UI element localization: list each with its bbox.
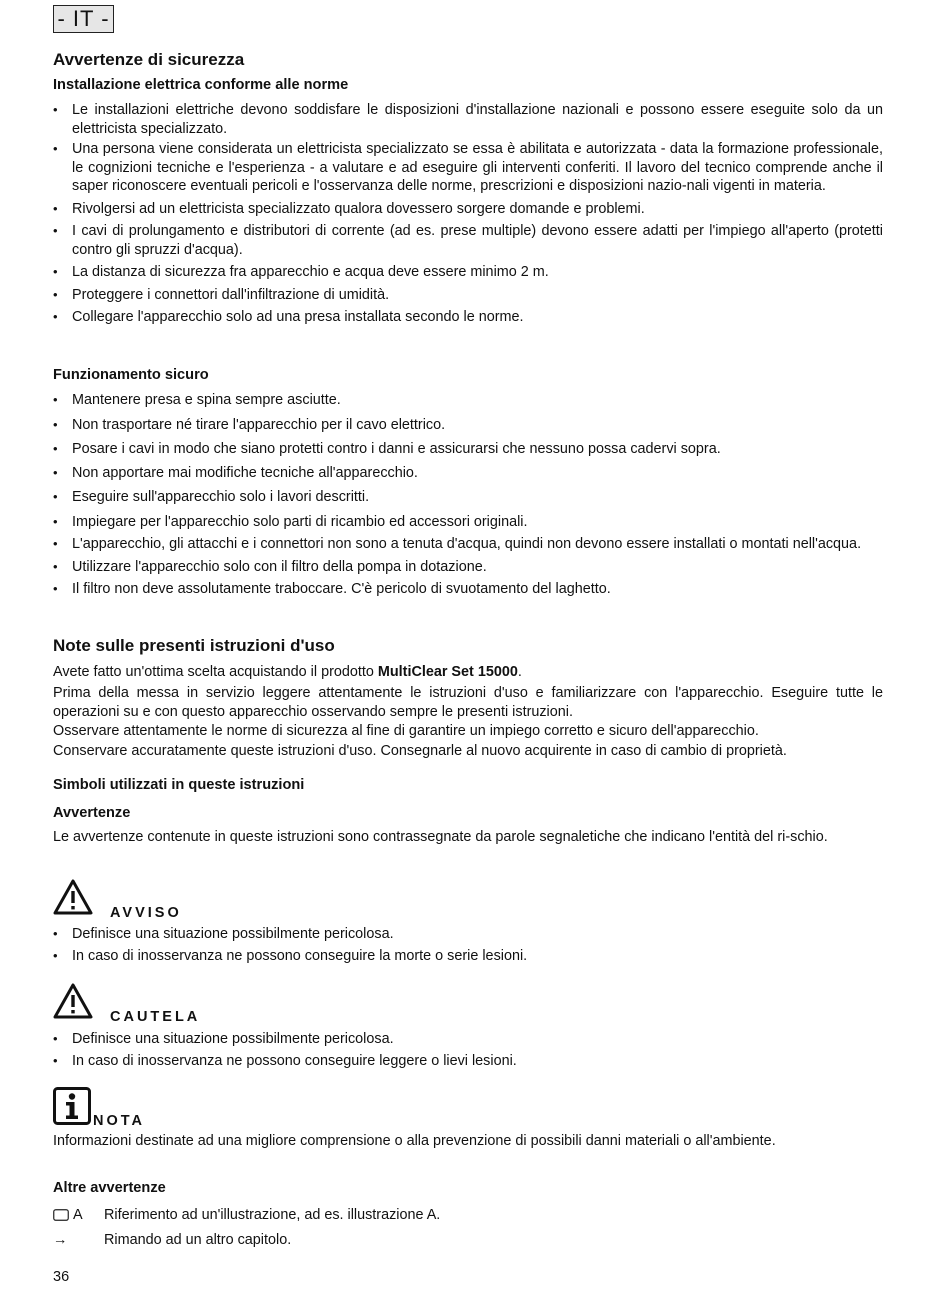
section-title-safety: Avvertenze di sicurezza	[53, 50, 245, 69]
list-item: • Non trasportare né tirare l'apparecchio per il cavo elettrico.	[53, 416, 883, 435]
signal-word-cautela: CAUTELA	[110, 1009, 201, 1025]
list-item: • Una persona viene considerata un elettricista specializzato se essa è abilitata e autorizzata - data la formazione professionale, le cognizioni tecniche e l'esperienza - a valutare e ad eseguire gli interventi conferiti. Il lavoro del tecnico comprende anche il saper riconoscere eventuali pericoli e l'osservanza delle norme, prescrizioni e disposizioni nazio-nali vigenti in materia.	[53, 140, 883, 196]
list-item: • Definisce una situazione possibilmente pericolosa.	[53, 925, 883, 944]
list-item: • Mantenere presa e spina sempre asciutte.	[53, 391, 883, 410]
signal-word-avviso: AVVISO	[110, 905, 182, 921]
intro-text: Avete fatto un'ottima scelta acquistando il prodotto	[53, 664, 378, 680]
arrow-right-icon: →	[53, 1232, 68, 1248]
list-item: • Posare i cavi in modo che siano protetti contro i danni e assicurarsi che nessuno possa cadervi sopra.	[53, 440, 883, 459]
avviso-list	[53, 925, 883, 965]
reference-text: Rimando ad un altro capitolo.	[104, 1232, 292, 1248]
warnings-paragraph: Le avvertenze contenute in queste istruzioni sono contrassegnate da parole segnaletiche che indicano l'entità del ri-schio.	[53, 829, 828, 845]
info-icon	[53, 1087, 91, 1125]
illustration-ref-symbol	[53, 1206, 104, 1225]
nota-text: Informazioni destinate ad una migliore comprensione o alla prevenzione di possibili danni materiali o all'ambiente.	[53, 1133, 776, 1149]
language-tag: - IT -	[53, 5, 114, 33]
list-item: • Il filtro non deve assolutamente traboccare. C'è pericolo di svuotamento del laghetto.	[53, 580, 883, 599]
other-warnings-title: Altre avvertenze	[53, 1180, 166, 1196]
subsection-title-electrical: Installazione elettrica conforme alle norme	[53, 77, 349, 93]
reference-text: Riferimento ad un'illustrazione, ad es. illustrazione A.	[104, 1207, 441, 1223]
symbols-title: Simboli utilizzati in queste istruzioni	[53, 777, 305, 793]
list-item: • Utilizzare l'apparecchio solo con il filtro della pompa in dotazione.	[53, 558, 883, 577]
list-item: • Eseguire sull'apparecchio solo i lavori descritti.	[53, 488, 883, 507]
warning-triangle-icon	[53, 879, 93, 915]
list-item: • Definisce una situazione possibilmente pericolosa.	[53, 1030, 883, 1049]
list-item: • Collegare l'apparecchio solo ad una presa installata secondo le norme.	[53, 308, 883, 327]
reference-row-illustration	[53, 1206, 440, 1225]
image-frame-icon	[53, 1209, 69, 1221]
warnings-title: Avvertenze	[53, 805, 131, 821]
list-item: • Impiegare per l'apparecchio solo parti di ricambio ed accessori originali.	[53, 513, 883, 532]
illustration-letter: A	[73, 1207, 83, 1223]
list-item: • Rivolgersi ad un elettricista specializzato qualora dovessero sorgere domande e problemi.	[53, 200, 883, 219]
signal-word-nota: NOTA	[93, 1113, 146, 1129]
list-item: • Proteggere i connettori dall'infiltrazione di umidità.	[53, 286, 883, 305]
intro-paragraph	[53, 663, 883, 682]
product-name: MultiClear Set 15000	[377, 664, 518, 680]
list-item: • In caso di inosservanza ne possono conseguire leggere o lievi lesioni.	[53, 1052, 883, 1071]
intro-end: .	[517, 664, 522, 680]
list-item: • Le installazioni elettriche devono soddisfare le disposizioni d'installazione nazionali e possono essere eseguite solo da un elettricista specializzato.	[53, 101, 883, 138]
subsection-title-safe-operation: Funzionamento sicuro	[53, 367, 209, 383]
reference-row-chapter	[53, 1231, 291, 1250]
electrical-list	[53, 101, 883, 327]
list-item: • La distanza di sicurezza fra apparecchio e acqua deve essere minimo 2 m.	[53, 263, 883, 282]
paragraph: Osservare attentamente le norme di sicurezza al fine di garantire un impiego corretto e sicuro dell'apparecchio.	[53, 723, 759, 739]
paragraph: Conservare accuratamente queste istruzioni d'uso. Consegnarle al nuovo acquirente in caso di cambio di proprietà.	[53, 743, 787, 759]
list-item: • In caso di inosservanza ne possono conseguire la morte o serie lesioni.	[53, 947, 883, 966]
list-item: • I cavi di prolungamento e distributori di corrente (ad es. prese multiple) devono essere adatti per l'impiego all'aperto (protetti contro gli spruzzi d'acqua).	[53, 222, 883, 259]
page-number: 36	[53, 1269, 70, 1285]
list-item: • Non apportare mai modifiche tecniche all'apparecchio.	[53, 464, 883, 483]
list-item: • L'apparecchio, gli attacchi e i connettori non sono a tenuta d'acqua, quindi non devono essere installati o montati nell'acqua.	[53, 535, 883, 554]
operation-list	[53, 391, 883, 599]
section-title-instructions: Note sulle presenti istruzioni d'uso	[53, 636, 335, 655]
paragraph: Prima della messa in servizio leggere attentamente le istruzioni d'uso e familiarizzare con l'apparecchio. Eseguire tutte le operazioni su e con questo apparecchio osservando sempre le presenti istruzioni.	[53, 685, 883, 720]
cautela-list	[53, 1030, 883, 1070]
warning-triangle-icon	[53, 983, 93, 1019]
